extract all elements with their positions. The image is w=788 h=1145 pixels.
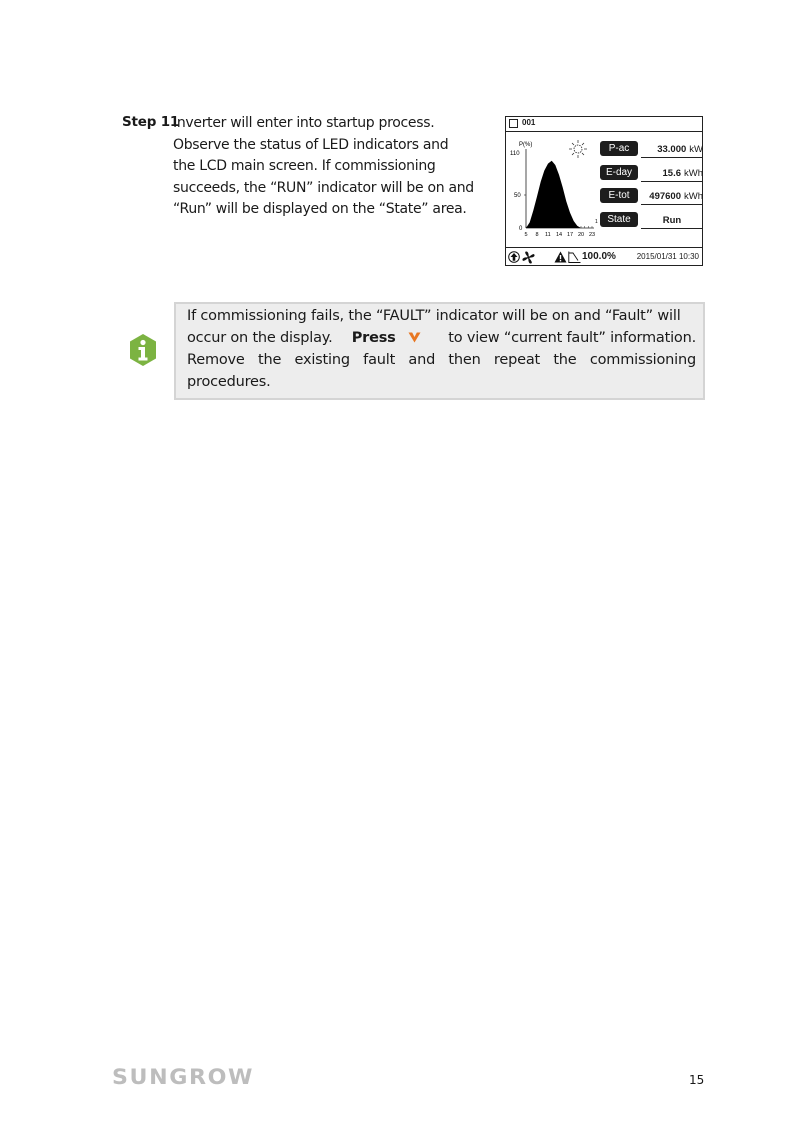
e-tot-unit: kWh <box>684 191 703 202</box>
e-day-value: 15.6 <box>662 168 681 179</box>
lcd-header <box>506 117 702 132</box>
device-id: 001 <box>522 118 536 127</box>
x-tick-label: 5 <box>524 232 528 238</box>
datetime: 2015/01/31 10:30 <box>636 252 699 261</box>
state-value-field <box>641 214 703 229</box>
lcd-status-bar <box>506 247 702 267</box>
y-tick-label: 110 <box>510 151 520 157</box>
page-number: 15 <box>689 1073 705 1087</box>
p-ac-unit: kW <box>689 144 703 155</box>
note-line: If commissioning fails, the “FAULT” indicator will be on and “Fault” will <box>187 308 681 324</box>
press-group <box>352 327 429 349</box>
x-tick-label: 14 <box>556 232 563 238</box>
e-day-value-field <box>641 167 703 182</box>
p-ac-value-field <box>641 143 703 158</box>
note-text <box>187 305 696 393</box>
info-icon <box>127 333 159 367</box>
step-line: Inverter will enter into startup process. <box>173 115 435 131</box>
logo-text: SUNGROW <box>112 1067 254 1087</box>
x-tick-label: 11 <box>545 232 551 238</box>
lcd-main-screen <box>505 116 703 266</box>
y-tick-label: 50 <box>514 193 521 199</box>
step-label: Step 11 <box>122 114 180 130</box>
press-label: Press <box>351 330 396 346</box>
warning-icon <box>554 251 567 263</box>
step-line: the LCD main screen. If commissioning <box>173 158 436 174</box>
e-day-label: E-day <box>600 165 638 180</box>
note-line: Remove the existing fault and then repeat the commissioning <box>187 352 696 368</box>
power-limit-percent: 100.0% <box>582 251 616 262</box>
note-box <box>174 302 705 400</box>
x-tick-label: 20 <box>578 232 585 238</box>
e-tot-value: 497600 <box>649 191 681 202</box>
note-line <box>187 327 696 349</box>
power-area <box>526 161 585 228</box>
derating-icon <box>568 251 581 263</box>
note-line2-pre: occur on the display. <box>187 330 333 346</box>
chevron-down-icon <box>408 332 421 343</box>
sungrow-logo <box>112 1067 256 1087</box>
step-line: “Run” will be displayed on the “State” area. <box>173 201 467 217</box>
e-tot-label: E-tot <box>600 188 638 203</box>
step-line: Observe the status of LED indicators and <box>173 136 449 153</box>
note-line: procedures. <box>187 374 271 390</box>
sun-cloud-icon <box>568 139 590 159</box>
p-ac-value: 33.000 <box>657 144 687 155</box>
chart-ylabel: P(%) <box>519 142 533 148</box>
x-tick-label: 17 <box>567 232 574 238</box>
device-icon <box>509 119 518 128</box>
note-line2-post: to view “current fault” information. <box>448 330 696 346</box>
step-line: succeeds, the “RUN” indicator will be on and <box>173 179 474 196</box>
x-tick-label: 23 <box>589 232 596 238</box>
p-ac-label: P-ac <box>600 141 638 156</box>
x-end-label: 1 <box>595 219 598 225</box>
state-label: State <box>600 212 638 227</box>
x-tick-label: 8 <box>535 232 539 238</box>
fan-icon <box>522 251 535 264</box>
e-day-unit: kWh <box>684 168 703 179</box>
x-tick-labels <box>525 232 596 238</box>
y-tick-label: 0 <box>519 226 523 232</box>
e-tot-value-field <box>641 190 703 205</box>
state-value: Run <box>662 215 682 226</box>
step-description <box>173 113 483 221</box>
upload-arrow-icon <box>508 251 520 263</box>
